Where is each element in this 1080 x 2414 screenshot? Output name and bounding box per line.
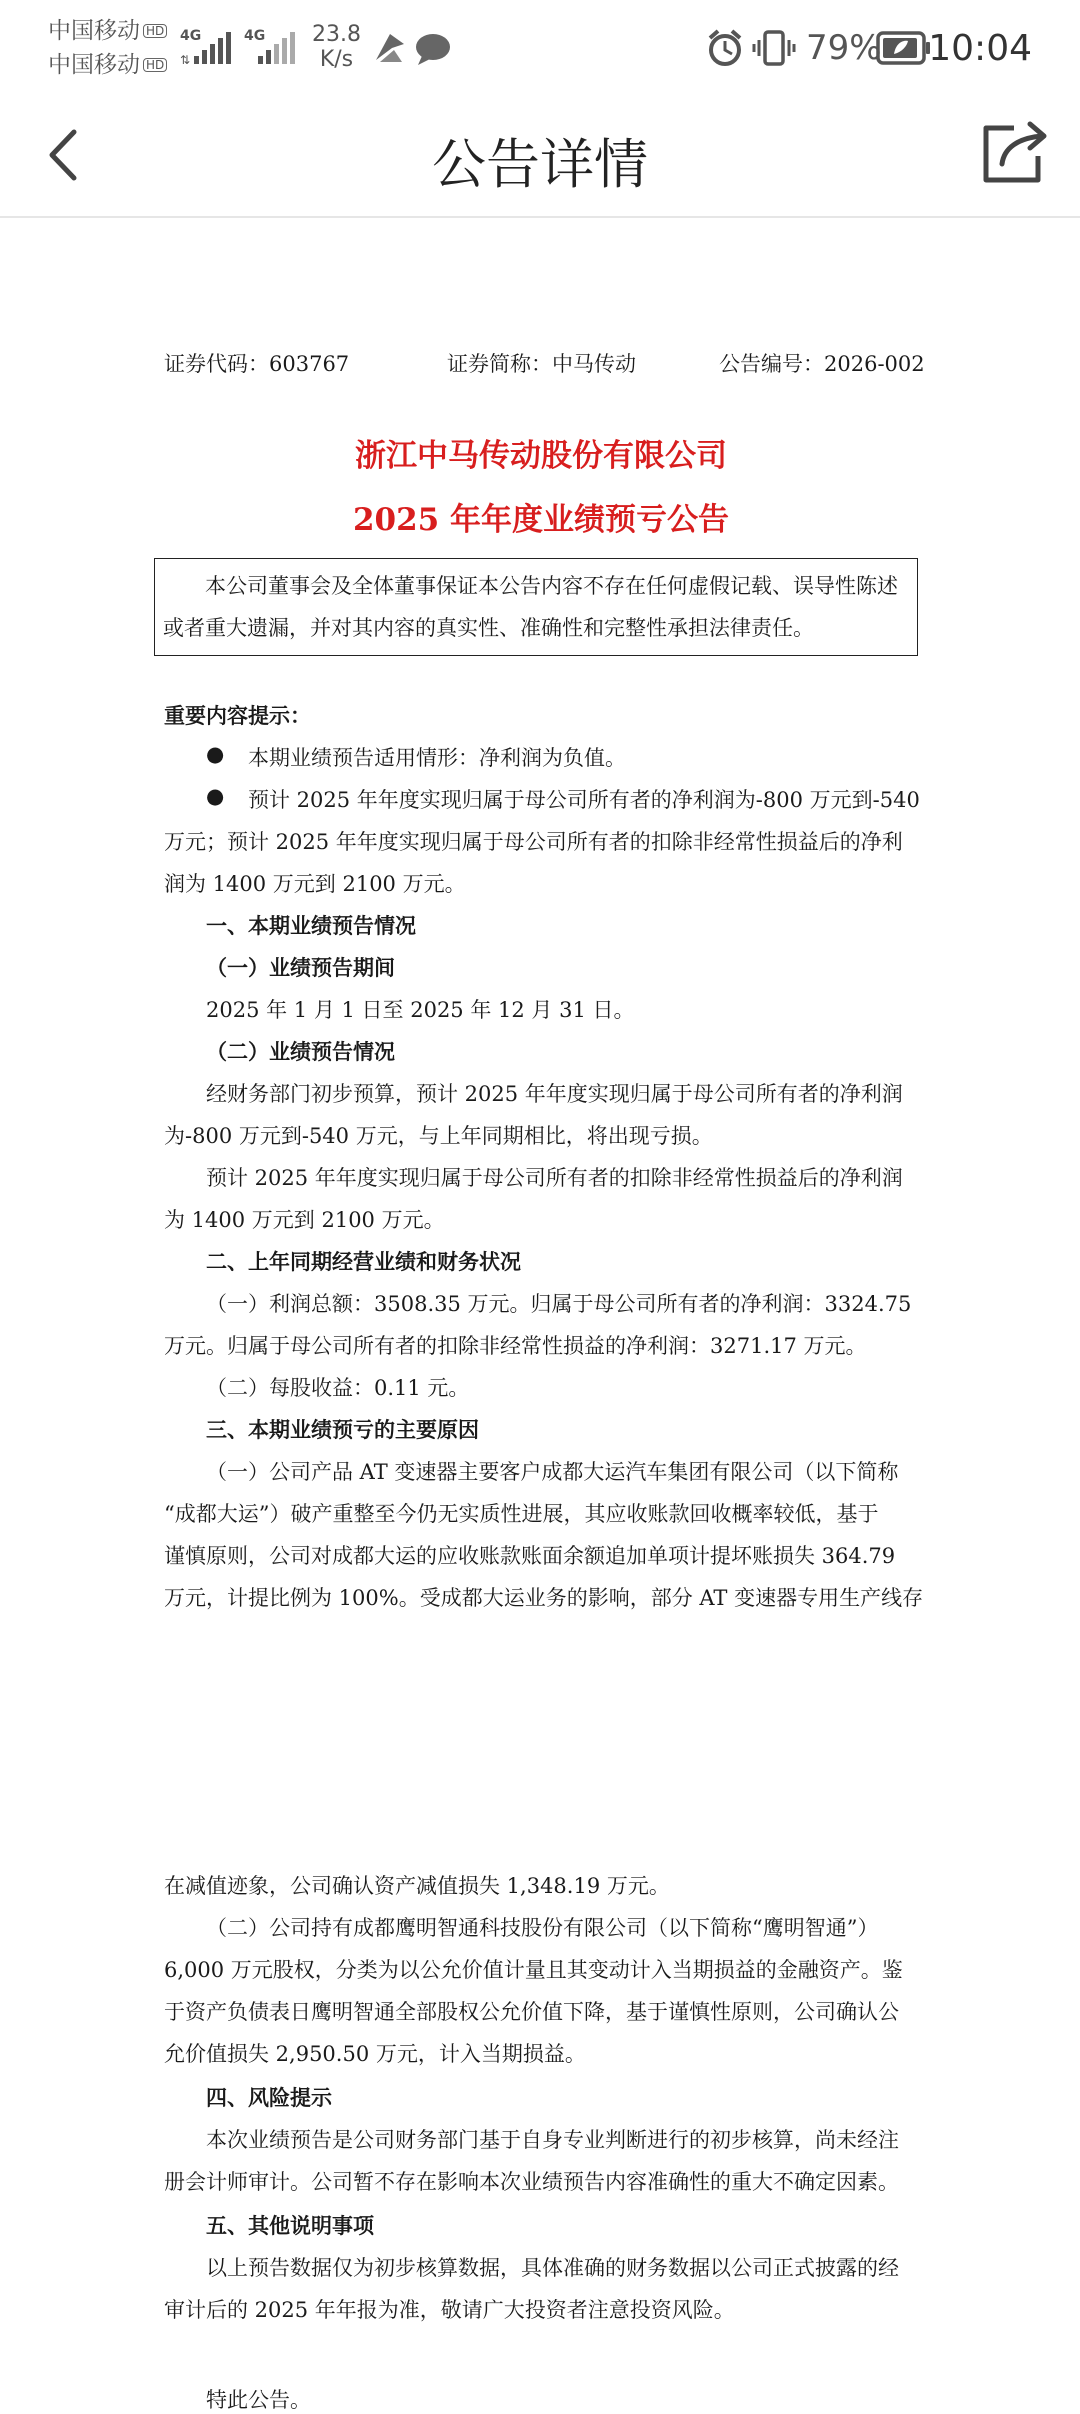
stock-short-name: 证券简称：中马传动 [447,352,636,376]
document-title: 2025 年年度业绩预亏公告 [352,502,730,538]
paragraph-line: （二）每股收益：0.11 元。 [206,1376,470,1400]
network-type-1: 4G [180,28,202,44]
paragraph-line: 润为 1400 万元到 2100 万元。 [164,872,466,896]
disclaimer-line: 本公司董事会及全体董事保证本公告内容不存在任何虚假记载、误导性陈述 [205,574,898,598]
hd-badge-2: HD [143,58,167,72]
vibrate-icon [752,28,796,68]
paragraph-line: 经财务部门初步预算，预计 2025 年年度实现归属于母公司所有者的净利润 [206,1082,903,1106]
hd-badge-1: HD [143,24,167,38]
announcement-number: 公告编号：2026-002 [719,352,925,376]
disclaimer-box [154,558,918,656]
share-button[interactable] [974,114,1054,194]
paragraph-line: 6,000 万元股权，分类为以公允价值计量且其变动计入当期损益的金融资产。鉴 [164,1958,903,1982]
section-heading: 四、风险提示 [206,2085,332,2110]
section-heading: 二、上年同期经营业绩和财务状况 [206,1249,521,1274]
bullet-icon: ● [206,742,225,766]
section-heading: 三、本期业绩预亏的主要原因 [206,1417,479,1442]
paragraph-line: “成都大运”）破产重整至今仍无实质性进展，其应收账款回收概率较低，基于 [164,1502,879,1526]
speed-unit: K/s [319,47,354,73]
paragraph-line: （一）公司产品 AT 变速器主要客户成都大运汽车集团有限公司（以下简称 [206,1460,899,1484]
bullet-icon: ● [206,784,225,808]
closing-line: 特此公告。 [206,2388,311,2412]
share-icon [974,114,1054,194]
page-title: 公告详情 [432,133,648,196]
battery-percent: 79% [806,28,882,68]
status-bar [0,0,1080,100]
paragraph-line: 本次业绩预告是公司财务部门基于自身专业判断进行的初步核算，尚未经注 [206,2128,899,2152]
paragraph-line: 审计后的 2025 年年报为准，敬请广大投资者注意投资风险。 [164,2298,735,2322]
carrier-2-label: 中国移动 [48,52,140,78]
section-heading: 一、本期业绩预告情况 [206,913,416,938]
paragraph-line: 册会计师审计。公司暂不存在影响本次业绩预告内容准确性的重大不确定因素。 [164,2170,899,2194]
speed-value: 23.8 [312,22,361,47]
app-bar [0,100,1080,218]
paragraph-line: 为 1400 万元到 2100 万元。 [164,1208,445,1232]
battery-icon [876,30,932,66]
network-type-2: 4G [244,28,266,44]
paragraph-line: （二）公司持有成都鹰明智通科技股份有限公司（以下简称“鹰明智通”） [206,1916,879,1940]
section-heading: 五、其他说明事项 [206,2213,374,2238]
section-heading-key-points: 重要内容提示： [164,703,311,728]
paragraph-line: 在减值迹象，公司确认资产减值损失 1,348.19 万元。 [164,1874,670,1898]
subsection-heading: （一）业绩预告期间 [206,955,395,980]
clock: 10:04 [928,28,1032,69]
disclaimer-line: 或者重大遗漏，并对其内容的真实性、准确性和完整性承担法律责任。 [163,616,814,640]
subsection-heading: （二）业绩预告情况 [206,1039,395,1064]
paragraph-line: 预计 2025 年年度实现归属于母公司所有者的扣除非经常性损益后的净利润 [206,1166,903,1190]
paragraph-line: 为-800 万元到-540 万元，与上年同期相比，将出现亏损。 [164,1124,713,1148]
paragraph-line: 允价值损失 2,950.50 万元，计入当期损益。 [164,2042,586,2066]
paragraph-line: 以上预告数据仅为初步核算数据，具体准确的财务数据以公司正式披露的经 [206,2256,899,2280]
company-name: 浙江中马传动股份有限公司 [355,438,727,474]
paragraph-line: 万元；预计 2025 年年度实现归属于母公司所有者的扣除非经常性损益后的净利 [164,830,903,854]
bullet-text: 本期业绩预告适用情形：净利润为负值。 [248,746,626,770]
paragraph-line: 谨慎原则，公司对成都大运的应收账款账面余额追加单项计提坏账损失 364.79 [164,1544,896,1568]
message-icon [414,32,452,66]
svg-text:⇅: ⇅ [180,53,191,67]
paragraph-line: 万元。归属于母公司所有者的扣除非经常性损益的净利润：3271.17 万元。 [164,1334,867,1358]
stock-code: 证券代码：603767 [164,352,350,376]
paragraph-line: 万元，计提比例为 100%。受成都大运业务的影响，部分 AT 变速器专用生产线存 [164,1586,924,1610]
carrier-1-label: 中国移动 [48,18,140,44]
app-notification-icon [372,30,408,66]
carrier-2 [48,54,167,77]
paragraph-line: （一）利润总额：3508.35 万元。归属于母公司所有者的净利润：3324.75 [206,1292,912,1316]
paragraph-line: 于资产负债表日鹰明智通全部股权公允价值下降，基于谨慎性原则，公司确认公 [164,2000,899,2024]
doc-meta-row [164,348,925,378]
carrier-1 [48,20,167,43]
alarm-icon [706,28,744,68]
paragraph-line: 2025 年 1 月 1 日至 2025 年 12 月 31 日。 [206,998,635,1022]
network-speed [312,22,361,73]
bullet-text: 预计 2025 年年度实现归属于母公司所有者的净利润为-800 万元到-540 [248,788,920,812]
